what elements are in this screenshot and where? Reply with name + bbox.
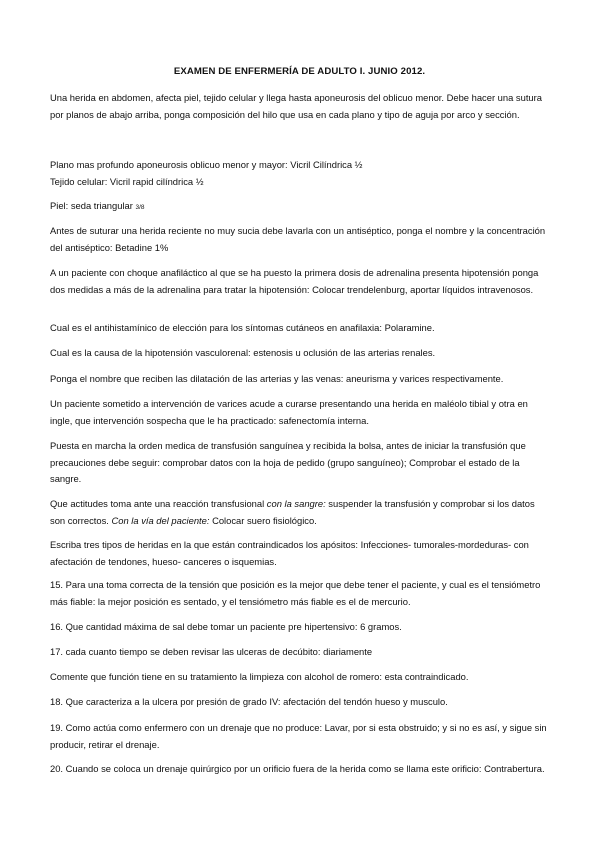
paragraph-skin	[50, 198, 550, 217]
paragraph-q20-counter-opening: 20. Cuando se coloca un drenaje quirúrgico por un orificio fuera de la herida como se llama este orificio: Contrabertura.	[50, 763, 545, 774]
paragraph-renovascular-hypotension: Cual es la causa de la hipotensión vasculorenal: estenosis u oclusión de las arterias renales.	[50, 347, 436, 358]
paragraph-cellular-tissue: Tejido celular: Vicril rapid cilíndrica ½	[50, 176, 204, 187]
skin-text: Piel: seda triangular	[50, 200, 136, 211]
document-title: EXAMEN DE ENFERMERÍA DE ADULTO I. JUNIO 2012.	[173, 66, 426, 77]
reaction-text-e: Colocar suero fisiológico.	[209, 514, 317, 526]
reaction-text-a: Que actitudes toma ante una reacción transfusional	[50, 498, 267, 509]
paragraph-deep-plane: Plano mas profundo aponeurosis oblicuo menor y mayor: Vicril Cilíndrica ½	[50, 159, 363, 170]
reaction-italic-blood: con la sangre:	[266, 498, 326, 509]
reaction-text-c: suspender la transfusión y comprobar si los datos son correctos.	[50, 498, 535, 526]
paragraph-q18-grade-iv: 18. Que caracteriza a la ulcera por presión de grado IV: afectación del tendón hueso y musculo.	[50, 696, 448, 707]
paragraph-transfusion-precautions: Puesta en marcha la orden medica de transfusión sanguínea y recibida la bolsa, antes de iniciar la transfusión que precauciones debe seguir: comprobar datos con la hoja de pedido (grupo sanguíneo); Comprobar el estado de la sangre.	[50, 440, 526, 485]
paragraph-q17-pressure-ulcers: 17. cada cuanto tiempo se deben revisar las ulceras de decúbito: diariamente	[50, 646, 373, 657]
paragraph-anaphylaxis: A un paciente con choque anafiláctico al que se ha puesto la primera dosis de adrenalina presenta hipotensión ponga dos medidas a más de la adrenalina para tratar la hipotensión: Colocar trendelenburg, aportar líquidos intravenosos.	[50, 267, 539, 295]
paragraph-contraindicated-dressings: Escriba tres tipos de heridas en la que están contraindicados los apósitos: Infecciones- tumorales-mordeduras- con afectación de tendones, hueso- canceres o isquemias.	[50, 539, 529, 567]
paragraph-antiseptic: Antes de suturar una herida reciente no muy sucia debe lavarla con un antiséptico, ponga el nombre y la concentración del antiséptico: Betadine 1%	[50, 225, 546, 253]
paragraph-wound-suture-question: Una herida en abdomen, afecta piel, tejido celular y llega hasta aponeurosis del oblicuo menor. Debe hacer una sutura por planos de abajo arriba, ponga composición del hilo que usa en cada plano y tipo de aguja por arco y sección.	[50, 92, 542, 120]
paragraph-aneurysm-varices: Ponga el nombre que reciben las dilatación de las arterias y las venas: aneurisma y varices respectivamente.	[50, 373, 504, 384]
skin-needle-arc: 3/8	[135, 204, 145, 211]
paragraph-q15-blood-pressure: 15. Para una toma correcta de la tensión que posición es la mejor que debe tener el paciente, y cual es el tensiómetro más fiable: la mejor posición es sentado, y el tensiómetro más fiable es el de mercurio.	[50, 579, 541, 607]
reaction-italic-line: Con la vía del paciente:	[111, 514, 210, 526]
paragraph-varices-surgery: Un paciente sometido a intervención de varices acude a curarse presentando una herida en maléolo tibial y otra en ingle, que intervención sospecha que le ha practicado: safenectomía interna.	[50, 398, 528, 426]
paragraph-q16-salt: 16. Que cantidad máxima de sal debe tomar un paciente pre hipertensivo: 6 gramos.	[50, 621, 402, 632]
paragraph-transfusion-reaction	[50, 496, 550, 529]
paragraph-q19-drain: 19. Como actúa como enfermero con un drenaje que no produce: Lavar, por si esta obstruido; y si no es así, y sigue sin producir, retirar el drenaje.	[50, 722, 547, 750]
paragraph-rosemary-alcohol: Comente que función tiene en su tratamiento la limpieza con alcohol de romero: esta contraindicado.	[50, 671, 469, 682]
paragraph-antihistamine: Cual es el antihistamínico de elección para los síntomas cutáneos en anafilaxia: Polaramine.	[50, 322, 435, 333]
